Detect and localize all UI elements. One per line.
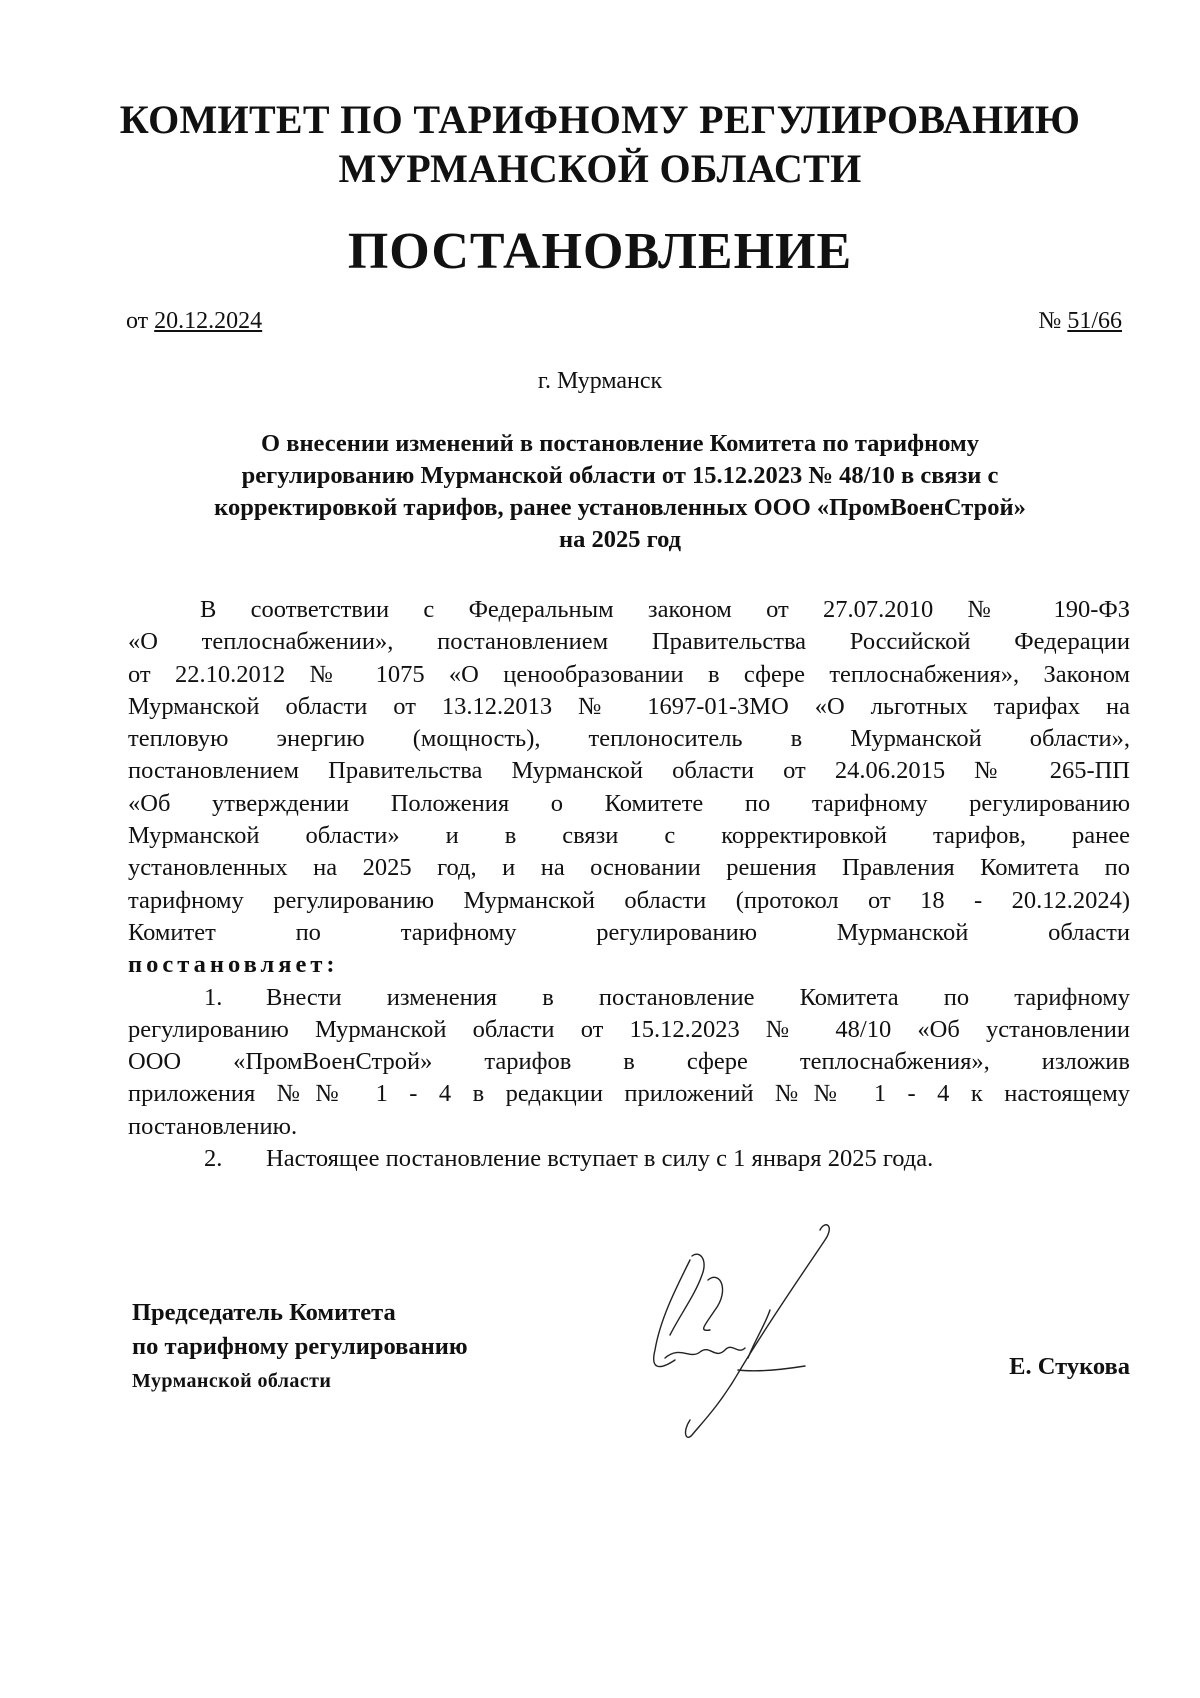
preamble-line: от 22.10.2012 № 1075 «О ценообразовании в сфере теплоснабжения», Законом [128,660,1130,688]
signatory-title-line: Председатель Комитета [132,1299,396,1326]
date-value: 20.12.2024 [154,308,263,334]
committee-word: тарифному [400,918,517,946]
item1-line: регулированию Мурманской области от 15.12.2023 № 48/10 «Об установлении [128,1015,1130,1043]
preamble-line: В соответствии с Федеральным законом от 27.07.2010 № 190-ФЗ [200,596,1130,623]
preamble-line: «О теплоснабжении», постановлением Правительства Российской Федерации [128,628,1130,656]
signatory-title-line: Мурманской области [132,1370,332,1392]
number-prefix: № [1038,308,1062,334]
resolves-word: постановляет: [128,951,339,979]
document-body [128,594,1130,1175]
committee-line [128,917,1130,949]
committee-word: Мурманской [836,918,969,946]
item2-line [128,1143,1130,1175]
preamble-line: тарифному регулированию Мурманской области (протокол от 18 - 20.12.2024) [128,886,1130,914]
signer-name: Е. Стукова [1009,1353,1130,1380]
signatory-title [132,1296,468,1398]
committee-word: регулированию [596,918,758,946]
subject-line: регулированию Мурманской области от 15.12.2023 № 48/10 в связи с [241,462,999,489]
committee-word: Комитет [128,918,216,946]
subject-line: на 2025 год [558,526,682,553]
city-line: г. Мурманск [537,368,663,394]
document-subject [130,428,1110,556]
committee-word: по [295,918,321,946]
item2-number: 2. [204,1145,223,1173]
document-number [1038,306,1122,336]
subject-line: О внесении изменений в постановление Комитета по тарифному [261,430,979,457]
preamble-line: установленных на 2025 год, и на основании решения Правления Комитета по [128,854,1130,882]
document-type-title: ПОСТАНОВЛЕНИЕ [347,223,853,280]
item1-line: постановлению. [128,1112,298,1140]
committee-name-line2: МУРМАНСКОЙ ОБЛАСТИ [338,146,862,191]
item1-line: ООО «ПромВоенСтрой» тарифов в сфере теплоснабжения», изложив [128,1048,1130,1076]
item1-number: 1. [204,983,223,1011]
preamble-line: Мурманской области» и в связи с корректировкой тарифов, ранее [128,822,1130,850]
number-value: 51/66 [1067,308,1122,334]
committee-name-line1: КОМИТЕТ ПО ТАРИФНОМУ РЕГУЛИРОВАНИЮ [119,97,1081,142]
item1-first-line [128,982,1130,1014]
item2-text: Настоящее постановление вступает в силу с 1 января 2025 года. [266,1145,934,1173]
handwritten-signature [620,1220,860,1450]
preamble-line: «Об утверждении Положения о Комитете по тарифному регулированию [128,789,1130,817]
preamble-line: постановлением Правительства Мурманской области от 24.06.2015 № 265-ПП [128,757,1130,785]
resolves-line [128,949,1130,981]
preamble-line: Мурманской области от 13.12.2013 № 1697-01-ЗМО «О льготных тарифах на [128,692,1130,720]
committee-word: области [1048,918,1130,946]
document-date [126,306,262,336]
subject-line: корректировкой тарифов, ранее установленных ООО «ПромВоенСтрой» [214,494,1026,521]
preamble-line: тепловую энергию (мощность), теплоноситель в Мурманской области», [128,725,1130,753]
item1-line: приложения №№ 1 - 4 в редакции приложений №№ 1 - 4 к настоящему [128,1080,1130,1108]
date-prefix: от [126,308,149,334]
item1-line: Внести изменения в постановление Комитета по тарифному [266,983,1130,1011]
signatory-title-line: по тарифному регулированию [132,1333,468,1360]
